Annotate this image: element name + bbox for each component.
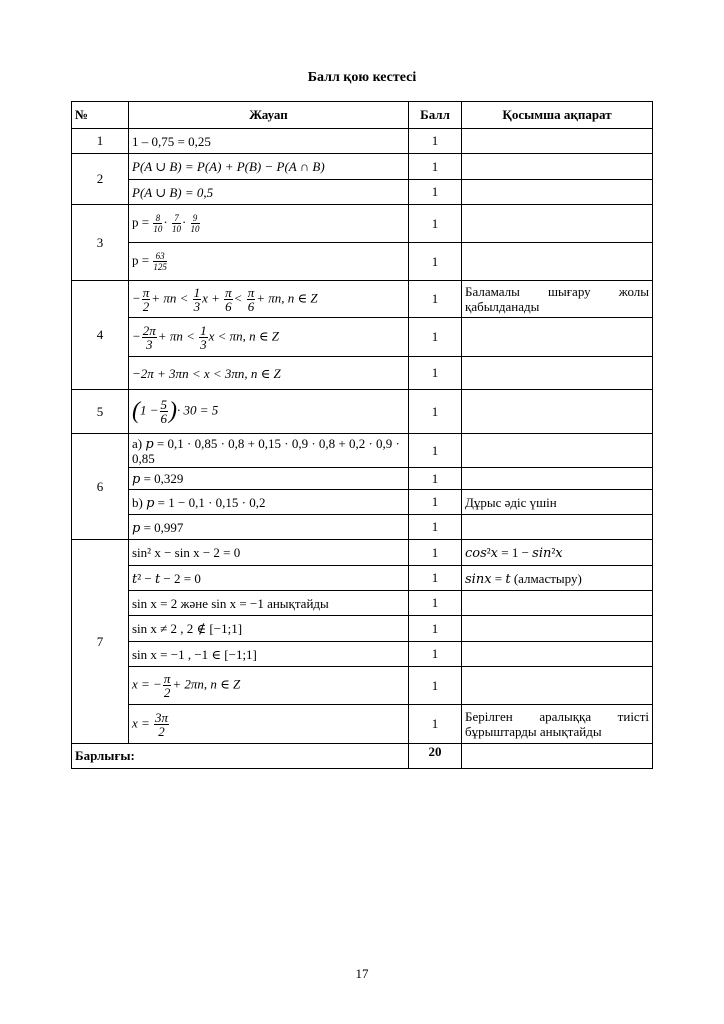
info-cell — [462, 154, 653, 180]
info-cell: Берілген аралыққа тиісті бұрыштарды анықтайды — [462, 705, 653, 744]
points-cell: 1 — [409, 390, 462, 434]
points-cell: 1 — [409, 540, 462, 566]
header-answer: Жауап — [129, 102, 409, 129]
info-cell — [462, 357, 653, 390]
answer-cell: x = $\frac{3\pi}{2}$ — [129, 705, 409, 744]
table-row — [72, 705, 653, 744]
fraction: $\frac{8}{10}$ — [153, 213, 163, 234]
answer-cell: 1 – 0,75 = 0,25 — [129, 129, 409, 154]
table-row — [72, 434, 653, 468]
table-row — [72, 390, 653, 434]
info-cell — [462, 642, 653, 667]
points-cell: 1 — [409, 180, 462, 205]
table-row — [72, 205, 653, 243]
table-row — [72, 667, 653, 705]
points-cell: 1 — [409, 616, 462, 642]
table-header-row — [72, 102, 653, 129]
answer-cell: 𝑝 = 0,329 — [129, 468, 409, 490]
points-cell: 1 — [409, 205, 462, 243]
task-number: 5 — [72, 390, 129, 434]
info-cell — [462, 667, 653, 705]
task-number: 7 — [72, 540, 129, 744]
answer-cell: 𝑝 = 0,997 — [129, 515, 409, 540]
table-row — [72, 566, 653, 591]
page-number: 17 — [355, 966, 369, 981]
points-cell: 1 — [409, 705, 462, 744]
info-cell: Дұрыс әдіс үшін — [462, 490, 653, 515]
answer-cell: (1 − $\frac{5}{6}$ )· 30 = 5 — [129, 390, 409, 434]
header-info: Қосымша ақпарат — [462, 102, 653, 129]
info-cell — [462, 744, 653, 769]
points-cell: 1 — [409, 129, 462, 154]
answer-cell: а) 𝑝 = 0,1 · 0,85 · 0,8 + 0,15 · 0,9 · 0,8 + 0,2 · 0,9 · 0,85 — [129, 434, 409, 468]
fraction: $\frac{63}{125}$ — [153, 251, 167, 272]
task-number: 1 — [72, 129, 129, 154]
info-cell — [462, 390, 653, 434]
table-row — [72, 318, 653, 357]
answer-cell: P(A ∪ B) = P(A) + P(B) − P(A ∩ B) — [129, 154, 409, 180]
header-points: Балл — [409, 102, 462, 129]
info-cell — [462, 434, 653, 468]
answer-cell: P(A ∪ B) = 0,5 — [129, 180, 409, 205]
total-label: Барлығы: — [72, 744, 409, 769]
answer-cell: 𝑡² − 𝑡 − 2 = 0 — [129, 566, 409, 591]
table-row — [72, 154, 653, 180]
points-cell: 1 — [409, 318, 462, 357]
task-number: 6 — [72, 434, 129, 540]
points-cell: 1 — [409, 566, 462, 591]
points-cell: 1 — [409, 243, 462, 281]
points-cell: 1 — [409, 642, 462, 667]
answer-cell: sin² x − sin x − 2 = 0 — [129, 540, 409, 566]
answer-cell: − $\frac{\pi}{2}$ + πn < $\frac{1}{3}$ x + $\frac{\pi}{6}$ < $\frac{\pi}{6}$ + πn, n ∈ Z — [129, 281, 409, 318]
answer-cell: x = − $\frac{\pi}{2}$ + 2πn, n ∈ Z — [129, 667, 409, 705]
points-cell: 1 — [409, 154, 462, 180]
info-cell — [462, 205, 653, 243]
task-number: 4 — [72, 281, 129, 390]
table-row — [72, 642, 653, 667]
points-cell: 1 — [409, 591, 462, 616]
answer-cell: sin x = −1 , −1 ∈ [−1;1] — [129, 642, 409, 667]
info-cell: 𝑠𝑖𝑛𝑥 = 𝑡 (алмастыру) — [462, 566, 653, 591]
table-row — [72, 540, 653, 566]
answer-cell: − $\frac{2\pi}{3}$ + πn < $\frac{1}{3}$ x < πn, n ∈ Z — [129, 318, 409, 357]
fraction: $\frac{7}{10}$ — [171, 213, 181, 234]
points-cell: 1 — [409, 515, 462, 540]
total-value: 20 — [409, 744, 462, 769]
points-cell: 1 — [409, 434, 462, 468]
answer-prefix: p = — [132, 214, 153, 230]
answer-prefix: p = — [132, 252, 153, 268]
info-cell — [462, 180, 653, 205]
answer-cell — [129, 243, 409, 281]
table-row — [72, 243, 653, 281]
task-number: 3 — [72, 205, 129, 281]
table-row — [72, 180, 653, 205]
fraction: $\frac{9}{10}$ — [190, 213, 200, 234]
answer-cell: b) 𝑝 = 1 − 0,1 · 0,15 · 0,2 — [129, 490, 409, 515]
task-number: 2 — [72, 154, 129, 205]
info-cell: Баламалы шығару жолы қабылданады — [462, 281, 653, 318]
info-cell — [462, 318, 653, 357]
table-row — [72, 357, 653, 390]
points-cell: 1 — [409, 357, 462, 390]
header-num: № — [72, 102, 129, 129]
points-cell: 1 — [409, 468, 462, 490]
table-row — [72, 515, 653, 540]
table-row — [72, 468, 653, 490]
table-row — [72, 490, 653, 515]
table-row — [72, 281, 653, 318]
answer-cell: p = $\frac{8}{10}$ · $\frac{7}{10}$ · $\frac{9}{10}$ — [129, 205, 409, 243]
info-cell — [462, 129, 653, 154]
page-title: Балл қою кестесі — [307, 70, 417, 85]
info-cell: 𝑐𝑜𝑠²𝑥 = 1 − 𝑠𝑖𝑛²𝑥 — [462, 540, 653, 566]
info-cell — [462, 515, 653, 540]
points-cell: 1 — [409, 490, 462, 515]
total-row — [72, 744, 653, 769]
answer-cell: sin x = 2 және sin x = −1 анықтайды — [129, 591, 409, 616]
info-cell — [462, 243, 653, 281]
score-table — [71, 101, 653, 769]
table-row — [72, 616, 653, 642]
info-cell — [462, 468, 653, 490]
answer-cell: sin x ≠ 2 , 2 ∉ [−1;1] — [129, 616, 409, 642]
info-cell — [462, 616, 653, 642]
table-row — [72, 129, 653, 154]
points-cell: 1 — [409, 667, 462, 705]
points-cell: 1 — [409, 281, 462, 318]
table-row — [72, 591, 653, 616]
answer-cell: −2π + 3πn < x < 3πn, n ∈ Z — [129, 357, 409, 390]
info-cell — [462, 591, 653, 616]
